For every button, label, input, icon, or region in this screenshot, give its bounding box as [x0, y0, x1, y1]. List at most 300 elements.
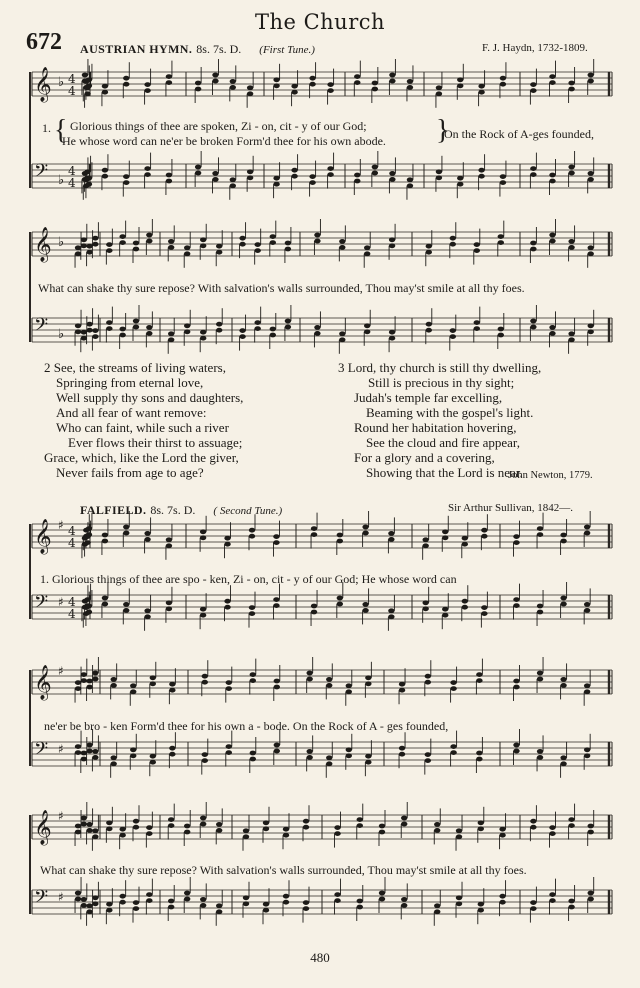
- note-head: [273, 77, 279, 82]
- note-head: [92, 834, 98, 839]
- note-head: [513, 679, 519, 684]
- note-head: [216, 909, 222, 914]
- note-head: [130, 689, 136, 694]
- note-head: [216, 322, 222, 327]
- note-head: [283, 900, 289, 905]
- note-head: [291, 168, 297, 173]
- note-head: [588, 251, 594, 256]
- note-head: [243, 895, 249, 900]
- note-head: [450, 750, 456, 755]
- note-head: [549, 831, 555, 836]
- bass-clef: 𝄢: [34, 161, 49, 186]
- note-head: [476, 751, 482, 756]
- note-head: [216, 244, 222, 249]
- note-head: [119, 234, 125, 239]
- sharp-sign: ♯: [58, 809, 64, 823]
- note-head: [123, 531, 129, 536]
- note-head: [450, 236, 456, 241]
- note-head: [106, 320, 112, 325]
- first-tune-name: AUSTRIAN HYMN.: [80, 42, 193, 56]
- note-head: [337, 602, 343, 607]
- note-head: [86, 679, 92, 684]
- note-head: [86, 822, 92, 827]
- note-head: [560, 602, 566, 607]
- note-head: [254, 242, 260, 247]
- note-head: [481, 534, 487, 539]
- note-head: [273, 83, 279, 88]
- note-head: [314, 239, 320, 244]
- note-head: [202, 758, 208, 763]
- first-tune-lyric-2: What can shake thy sure repose? With salvation's walls surrounded, Thou may'st smile at all thy foes.: [38, 281, 525, 295]
- note-head: [537, 532, 543, 537]
- note-head: [84, 540, 90, 545]
- note-head: [146, 898, 152, 903]
- note-head: [357, 823, 363, 828]
- note-head: [530, 241, 536, 246]
- note-head: [513, 540, 519, 545]
- note-head: [326, 683, 332, 688]
- note-head: [75, 891, 81, 896]
- note-head: [364, 329, 370, 334]
- note-head: [254, 320, 260, 325]
- note-head: [549, 173, 555, 178]
- second-tune-name: FALFIELD.: [80, 503, 147, 517]
- stanza-2: [44, 360, 243, 480]
- note-head: [283, 894, 289, 899]
- note-head: [184, 245, 190, 250]
- note-head: [537, 677, 543, 682]
- second-tune-meter: 8s. 7s. D.: [150, 503, 196, 517]
- note-head: [216, 250, 222, 255]
- note-head: [168, 817, 174, 822]
- note-head: [450, 328, 456, 333]
- note-head: [102, 168, 108, 173]
- section-title: The Church: [254, 10, 386, 34]
- note-head: [560, 683, 566, 688]
- lyric-brace: {: [54, 115, 68, 146]
- time-signature: 4: [68, 595, 76, 609]
- note-head: [166, 606, 172, 611]
- note-head: [184, 824, 190, 829]
- note-head: [426, 328, 432, 333]
- note-head: [212, 171, 218, 176]
- note-head: [102, 533, 108, 538]
- note-head: [81, 330, 87, 335]
- note-head: [168, 899, 174, 904]
- note-head: [401, 822, 407, 827]
- note-head: [283, 833, 289, 838]
- time-signature: 4: [68, 536, 76, 550]
- note-head: [123, 602, 129, 607]
- note-head: [407, 183, 413, 188]
- note-head: [249, 605, 255, 610]
- note-head: [326, 761, 332, 766]
- note-head: [86, 610, 92, 615]
- stanza-2-line: Who can faint, while such a river: [56, 420, 229, 435]
- stanza-3-line: Round her habitation hovering,: [354, 420, 517, 435]
- note-head: [372, 165, 378, 170]
- note-head: [195, 87, 201, 92]
- note-head: [379, 830, 385, 835]
- second-tune-lyric-2: ne'er be bro - ken Form'd thee for his own a - bode. On the Rock of A - ges founded,: [44, 719, 449, 733]
- note-head: [434, 909, 440, 914]
- note-head: [224, 542, 230, 547]
- note-head: [436, 169, 442, 174]
- time-signature: 4: [68, 607, 76, 621]
- note-head: [75, 830, 81, 835]
- note-head: [478, 908, 484, 913]
- note-head: [588, 897, 594, 902]
- note-head: [250, 751, 256, 756]
- note-head: [530, 88, 536, 93]
- note-head: [200, 897, 206, 902]
- note-head: [588, 329, 594, 334]
- note-head: [119, 833, 125, 838]
- note-head: [372, 87, 378, 92]
- note-head: [184, 323, 190, 328]
- second-tune-lyric-1: 1. Glorious things of thee are spo - ken, Zi - on, cit - y of our God; He whose word can: [40, 572, 457, 586]
- note-head: [119, 240, 125, 245]
- note-head: [568, 245, 574, 250]
- note-head: [168, 823, 174, 828]
- note-head: [169, 752, 175, 757]
- note-head: [434, 822, 440, 827]
- note-head: [389, 237, 395, 242]
- note-head: [133, 819, 139, 824]
- note-head: [224, 536, 230, 541]
- note-head: [102, 174, 108, 179]
- note-head: [584, 531, 590, 536]
- note-head: [379, 897, 385, 902]
- note-head: [106, 248, 112, 253]
- stanza-author: John Newton, 1779.: [508, 470, 593, 481]
- flat-sign: ♭: [58, 75, 65, 90]
- note-head: [365, 675, 371, 680]
- note-head: [146, 825, 152, 830]
- note-head: [478, 90, 484, 95]
- time-signature: 4: [68, 164, 76, 178]
- note-head: [150, 754, 156, 759]
- note-head: [422, 543, 428, 548]
- note-head: [102, 84, 108, 89]
- lyric-brace-close: }: [436, 115, 450, 146]
- note-head: [86, 328, 92, 333]
- note-head: [337, 533, 343, 538]
- stanza-2-line: Springing from eternal love,: [56, 375, 204, 390]
- note-head: [537, 749, 543, 754]
- note-head: [82, 73, 88, 78]
- note-head: [407, 85, 413, 90]
- note-head: [169, 688, 175, 693]
- note-head: [389, 177, 395, 182]
- note-head: [457, 77, 463, 82]
- note-head: [86, 743, 92, 748]
- note-head: [399, 746, 405, 751]
- note-head: [212, 79, 218, 84]
- note-head: [309, 180, 315, 185]
- verse-number-1: 1.: [42, 121, 51, 135]
- note-head: [474, 320, 480, 325]
- second-tune-header: [80, 501, 282, 519]
- note-head: [568, 165, 574, 170]
- note-head: [273, 176, 279, 181]
- note-head: [354, 74, 360, 79]
- note-head: [263, 826, 269, 831]
- note-head: [456, 895, 462, 900]
- note-head: [478, 84, 484, 89]
- note-head: [92, 334, 98, 339]
- note-head: [537, 671, 543, 676]
- note-head: [270, 333, 276, 338]
- time-signature: 4: [68, 72, 76, 86]
- note-head: [84, 597, 90, 602]
- note-head: [283, 827, 289, 832]
- note-head: [499, 833, 505, 838]
- note-head: [119, 327, 125, 332]
- note-head: [86, 685, 92, 690]
- note-head: [530, 247, 536, 252]
- note-head: [346, 753, 352, 758]
- note-head: [436, 175, 442, 180]
- note-head: [84, 91, 90, 96]
- note-head: [200, 535, 206, 540]
- note-head: [123, 174, 129, 179]
- note-head: [239, 334, 245, 339]
- note-head: [364, 323, 370, 328]
- note-head: [150, 760, 156, 765]
- note-head: [86, 244, 92, 249]
- note-head: [303, 900, 309, 905]
- note-head: [537, 610, 543, 615]
- note-head: [549, 331, 555, 336]
- note-head: [144, 82, 150, 87]
- stanza-3-line: Judah's temple far excelling,: [354, 390, 503, 405]
- note-head: [230, 85, 236, 90]
- stanza-3-line: For a glory and a covering,: [354, 450, 495, 465]
- note-head: [81, 336, 87, 341]
- note-head: [588, 891, 594, 896]
- note-head: [250, 672, 256, 677]
- note-head: [144, 614, 150, 619]
- note-head: [584, 689, 590, 694]
- note-head: [498, 333, 504, 338]
- note-head: [549, 898, 555, 903]
- note-head: [146, 331, 152, 336]
- note-head: [75, 680, 81, 685]
- note-head: [216, 822, 222, 827]
- note-head: [75, 329, 81, 334]
- note-head: [92, 755, 98, 760]
- note-head: [425, 680, 431, 685]
- note-head: [457, 182, 463, 187]
- note-head: [337, 539, 343, 544]
- note-head: [184, 897, 190, 902]
- note-head: [401, 903, 407, 908]
- stanza-2-line: Ever flows their thirst to assuage;: [68, 435, 243, 450]
- note-head: [75, 251, 81, 256]
- note-head: [434, 903, 440, 908]
- note-head: [123, 82, 129, 87]
- note-head: [450, 242, 456, 247]
- note-head: [291, 90, 297, 95]
- note-head: [168, 337, 174, 342]
- note-head: [334, 898, 340, 903]
- note-head: [92, 671, 98, 676]
- note-head: [499, 900, 505, 905]
- note-head: [130, 747, 136, 752]
- note-head: [568, 899, 574, 904]
- note-head: [200, 613, 206, 618]
- note-head: [216, 328, 222, 333]
- note-head: [457, 176, 463, 181]
- note-head: [314, 233, 320, 238]
- note-head: [106, 908, 112, 913]
- note-head: [212, 73, 218, 78]
- note-head: [146, 892, 152, 897]
- note-head: [365, 754, 371, 759]
- note-head: [168, 239, 174, 244]
- note-head: [309, 76, 315, 81]
- note-head: [303, 906, 309, 911]
- note-head: [200, 816, 206, 821]
- note-head: [426, 322, 432, 327]
- note-head: [81, 678, 87, 683]
- note-head: [226, 744, 232, 749]
- note-head: [354, 173, 360, 178]
- note-head: [86, 83, 92, 88]
- note-head: [75, 245, 81, 250]
- note-head: [425, 758, 431, 763]
- note-head: [568, 81, 574, 86]
- note-head: [86, 77, 92, 82]
- note-head: [422, 606, 428, 611]
- note-head: [389, 330, 395, 335]
- note-head: [584, 683, 590, 688]
- note-head: [549, 825, 555, 830]
- note-head: [216, 828, 222, 833]
- note-head: [184, 251, 190, 256]
- note-head: [168, 905, 174, 910]
- note-head: [442, 535, 448, 540]
- note-head: [247, 169, 253, 174]
- treble-clef: 𝄞: [34, 519, 52, 554]
- note-head: [224, 605, 230, 610]
- note-head: [166, 179, 172, 184]
- note-head: [560, 677, 566, 682]
- note-head: [389, 243, 395, 248]
- note-head: [560, 761, 566, 766]
- note-head: [560, 596, 566, 601]
- note-head: [327, 172, 333, 177]
- second-tune-composer: Sir Arthur Sullivan, 1842—.: [448, 502, 573, 514]
- note-head: [388, 537, 394, 542]
- flat-sign: ♭: [58, 173, 65, 188]
- note-head: [500, 76, 506, 81]
- note-head: [150, 681, 156, 686]
- note-head: [568, 87, 574, 92]
- note-head: [274, 743, 280, 748]
- note-head: [226, 680, 232, 685]
- note-head: [123, 76, 129, 81]
- note-head: [476, 678, 482, 683]
- treble-clef: 𝄞: [34, 810, 52, 845]
- note-head: [133, 319, 139, 324]
- note-head: [327, 166, 333, 171]
- note-head: [500, 82, 506, 87]
- note-head: [254, 326, 260, 331]
- sharp-sign: ♯: [58, 890, 64, 904]
- note-head: [442, 607, 448, 612]
- note-head: [327, 82, 333, 87]
- note-head: [86, 749, 92, 754]
- treble-clef: 𝄞: [34, 665, 52, 700]
- note-head: [106, 242, 112, 247]
- bass-clef: 𝄢: [34, 887, 49, 912]
- note-head: [474, 248, 480, 253]
- note-head: [314, 331, 320, 336]
- note-head: [362, 525, 368, 530]
- note-head: [500, 174, 506, 179]
- note-head: [166, 600, 172, 605]
- second-tune-lyric-3: What can shake thy sure repose? With salvation's walls surrounded, Thou may'st smile at all thy foes.: [40, 863, 527, 877]
- note-head: [119, 900, 125, 905]
- note-head: [456, 901, 462, 906]
- note-head: [584, 608, 590, 613]
- note-head: [462, 536, 468, 541]
- note-head: [75, 744, 81, 749]
- note-head: [273, 603, 279, 608]
- note-head: [200, 822, 206, 827]
- note-head: [86, 532, 92, 537]
- note-head: [450, 680, 456, 685]
- note-head: [339, 239, 345, 244]
- note-head: [568, 337, 574, 342]
- note-head: [311, 610, 317, 615]
- stanza-3: [338, 360, 541, 480]
- note-head: [123, 525, 129, 530]
- note-head: [303, 825, 309, 830]
- note-head: [530, 900, 536, 905]
- note-head: [478, 820, 484, 825]
- note-head: [166, 537, 172, 542]
- note-head: [81, 672, 87, 677]
- note-head: [568, 171, 574, 176]
- note-head: [144, 531, 150, 536]
- note-head: [250, 757, 256, 762]
- note-head: [450, 686, 456, 691]
- note-head: [75, 824, 81, 829]
- note-head: [399, 688, 405, 693]
- note-head: [254, 248, 260, 253]
- note-head: [200, 330, 206, 335]
- note-head: [110, 677, 116, 682]
- note-head: [422, 600, 428, 605]
- note-head: [530, 906, 536, 911]
- note-head: [123, 180, 129, 185]
- note-head: [285, 325, 291, 330]
- stanza-2-line: Well supply thy sons and daughters,: [56, 390, 244, 405]
- note-head: [462, 605, 468, 610]
- page-number: 480: [310, 950, 330, 965]
- note-head: [362, 531, 368, 536]
- note-head: [273, 182, 279, 187]
- note-head: [362, 608, 368, 613]
- note-head: [584, 602, 590, 607]
- note-head: [144, 88, 150, 93]
- note-head: [202, 680, 208, 685]
- note-head: [169, 746, 175, 751]
- note-head: [249, 528, 255, 533]
